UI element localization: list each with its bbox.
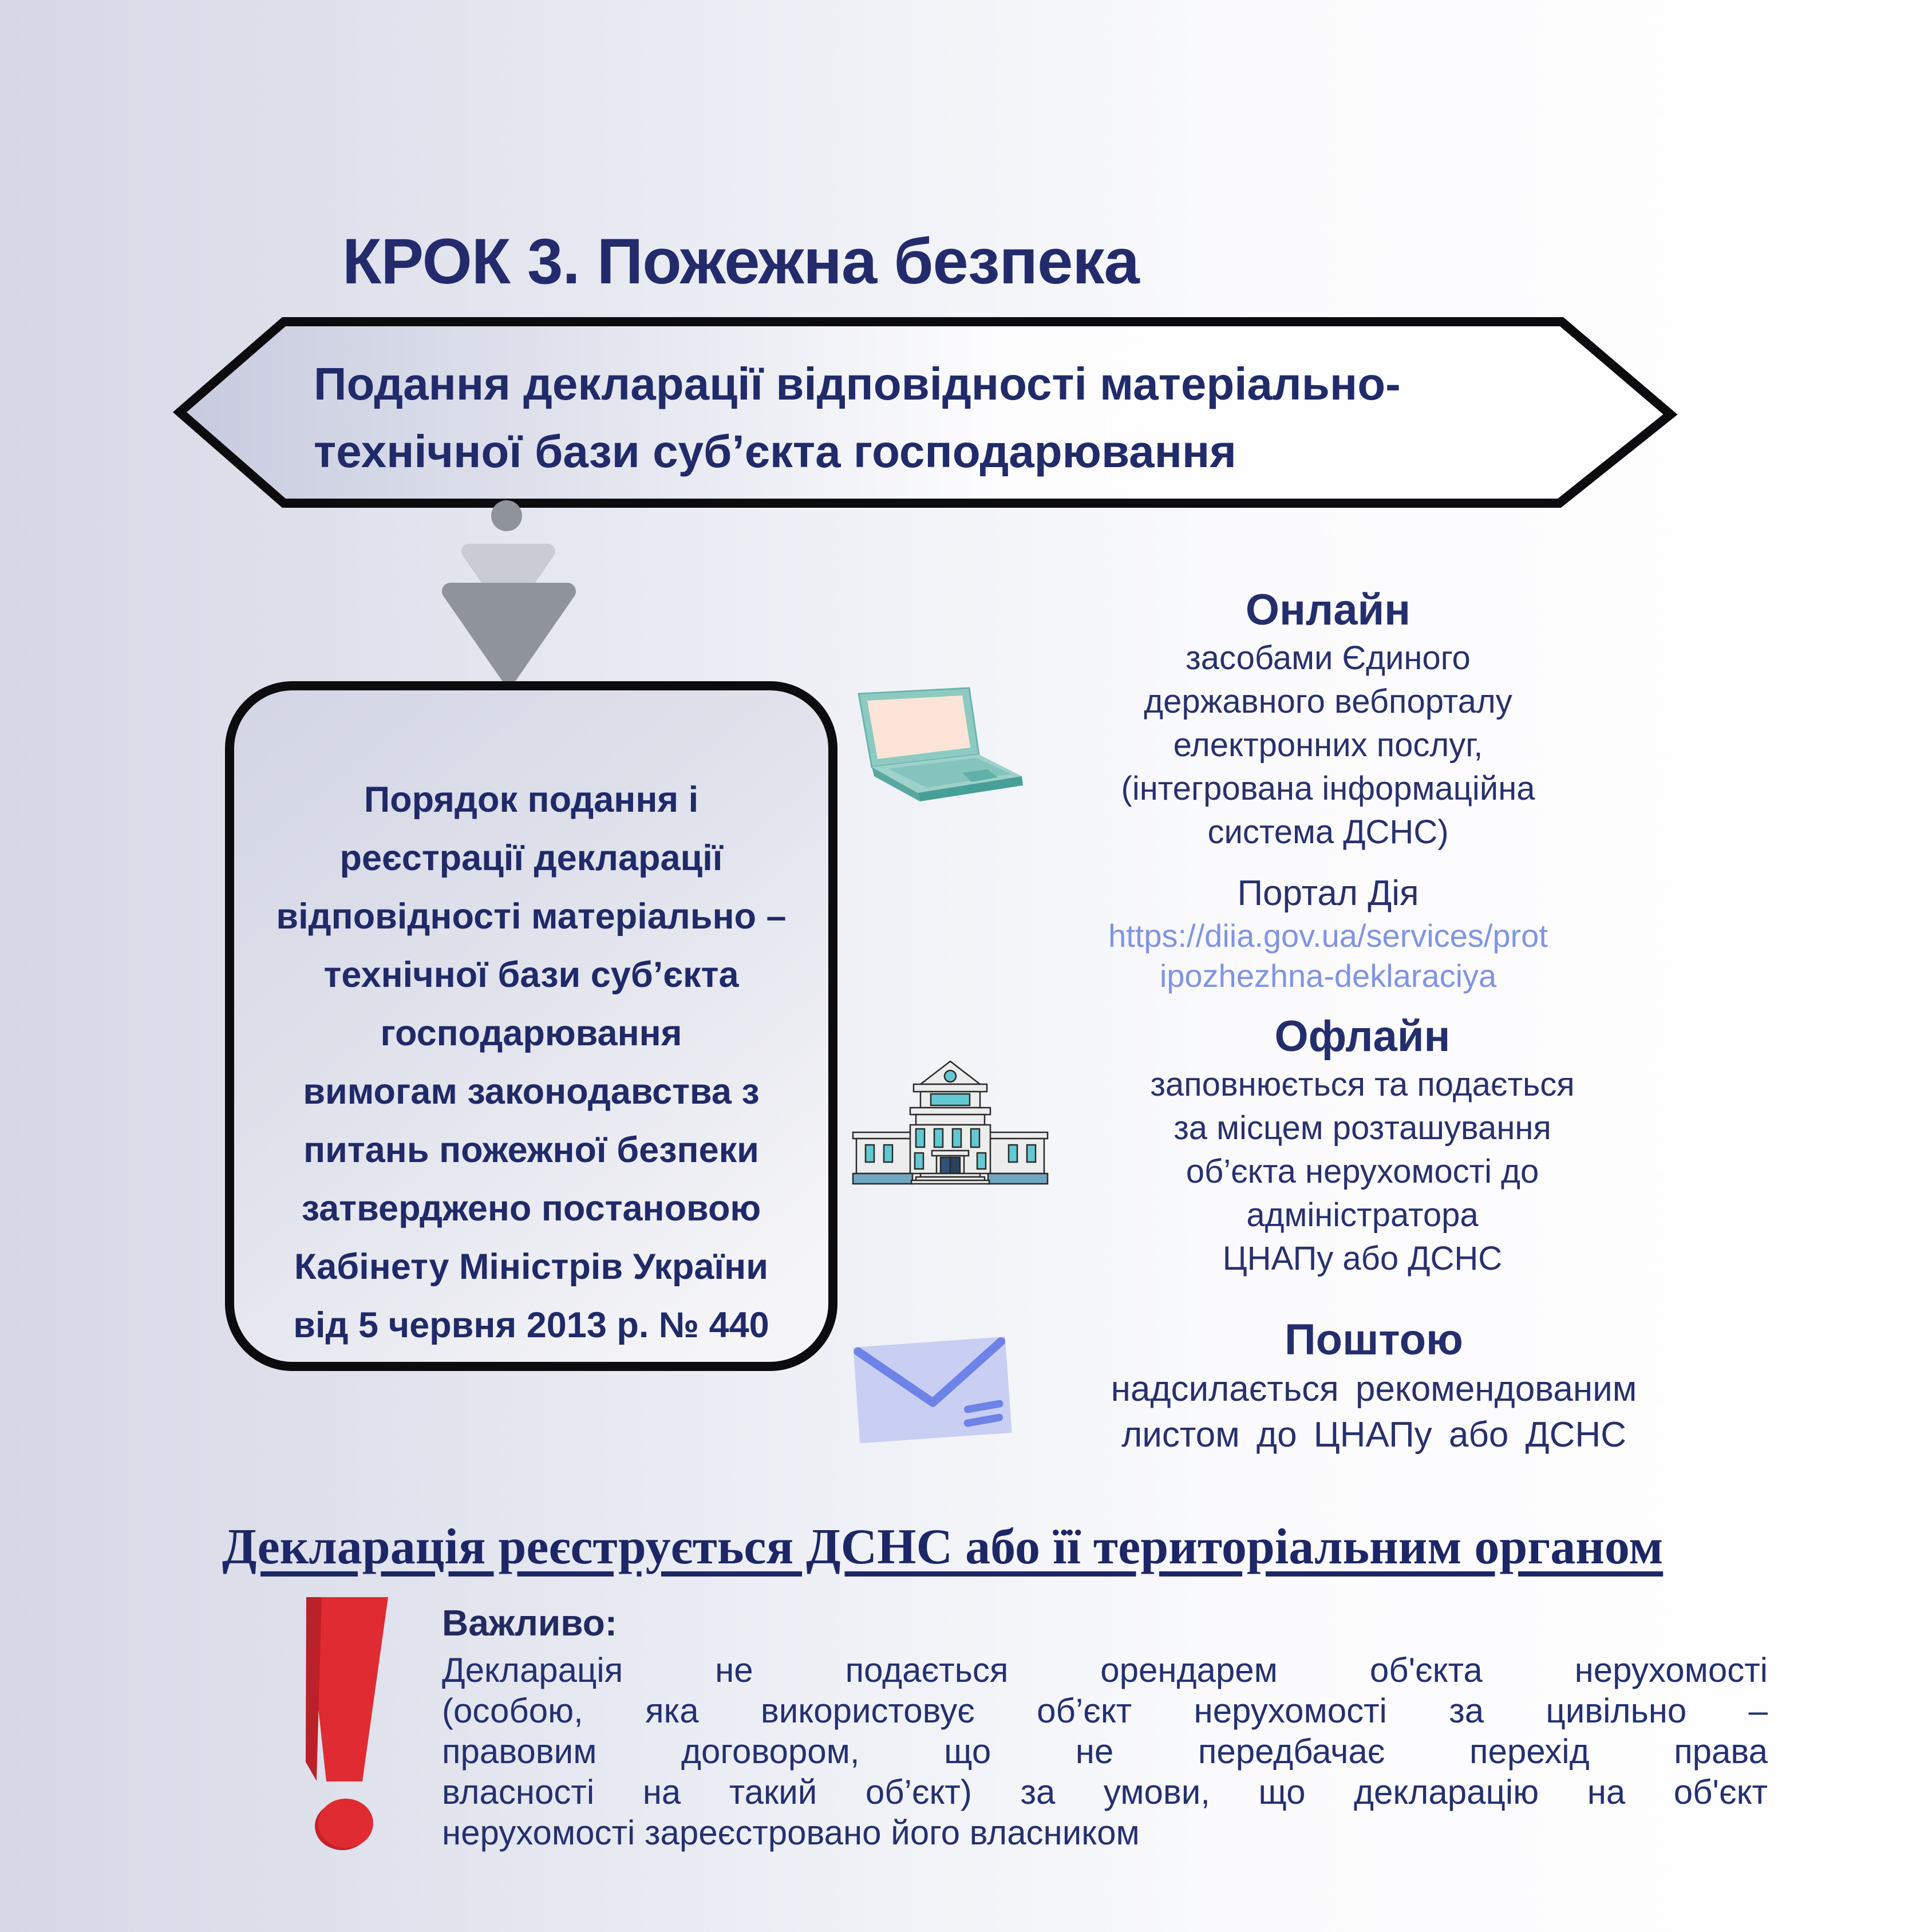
banner-line-1: Подання декларації відповідності матеріально- [314,358,1401,409]
online-line: електронних послуг, [1173,726,1483,764]
offline-section [1088,1010,1637,1281]
down-arrow-icon [421,497,598,692]
online-heading: Онлайн [1245,586,1411,634]
important-line: нерухомості зареєстровано його власником [442,1814,1140,1852]
banner-line-2: технічної бази суб’єкта господарювання [314,426,1236,477]
post-line: надсилається рекомендованим [1111,1369,1637,1409]
online-line: система ДСНС) [1207,813,1449,851]
laptop-icon [850,687,1042,801]
offline-line: адміністратора [1246,1196,1479,1234]
online-section [1048,584,1609,996]
important-label: Важливо: [442,1602,618,1643]
post-line: листом до ЦНАПу або ДСНС [1121,1415,1626,1455]
online-line: (інтегрована інформаційна [1121,770,1535,807]
offline-heading: Офлайн [1274,1012,1451,1061]
online-line: засобами Єдиного [1186,639,1471,677]
procedure-line: вимогам законодавства з [303,1072,760,1112]
procedure-line: технічної бази суб’єкта [323,955,739,995]
offline-line: об’єкта нерухомості до [1186,1153,1539,1190]
diia-portal-label: Портал Дія [1237,874,1419,913]
link-line-1[interactable]: https://diia.gov.ua/services/prot [1108,918,1548,954]
offline-line: за місцем розташування [1174,1109,1551,1147]
step-banner-text [314,350,1401,485]
procedure-box [225,681,837,1371]
procedure-line: реєстрації декларації [339,838,723,878]
envelope-icon [851,1333,1018,1447]
procedure-line: від 5 червня 2013 р. № 440 [293,1305,769,1345]
procedure-line: відповідності матеріально – [276,896,787,937]
offline-line: заповнюється та подається [1150,1066,1575,1103]
government-building-icon [847,1059,1053,1185]
offline-line: ЦНАПу або ДСНС [1222,1240,1503,1277]
procedure-line: господарювання [380,1013,682,1053]
diia-portal-link[interactable] [1048,916,1609,996]
important-line: (особою, яка використовує об’єкт нерухомості за цивільно – [442,1692,1768,1730]
procedure-line: затверджено постановою [301,1188,761,1228]
page-title: КРОК 3. Пожежна безпека [342,226,1139,297]
procedure-line: Кабінету Міністрів України [294,1247,768,1287]
registration-note: Декларація реєструється ДСНС або її територіальним органом [222,1519,1664,1575]
important-line: правовим договором, що не передбачає перехід права [442,1732,1768,1771]
exclamation-icon [298,1591,401,1855]
important-paragraph [442,1650,1768,1853]
procedure-line: питань пожежної безпеки [303,1130,759,1170]
post-heading: Поштою [1285,1315,1463,1364]
important-line: власності на такий об’єкт) за умови, що декларацію на об'єкт [442,1773,1768,1811]
procedure-box-text [234,690,828,1354]
important-line: Декларація не подається орендарем об'єкта нерухомості [442,1651,1768,1689]
online-line: державного вебпорталу [1144,683,1512,720]
post-section [1008,1314,1740,1458]
procedure-line: Порядок подання і [364,780,699,820]
link-line-2[interactable]: ipozhezhna-deklaraciya [1159,958,1497,994]
